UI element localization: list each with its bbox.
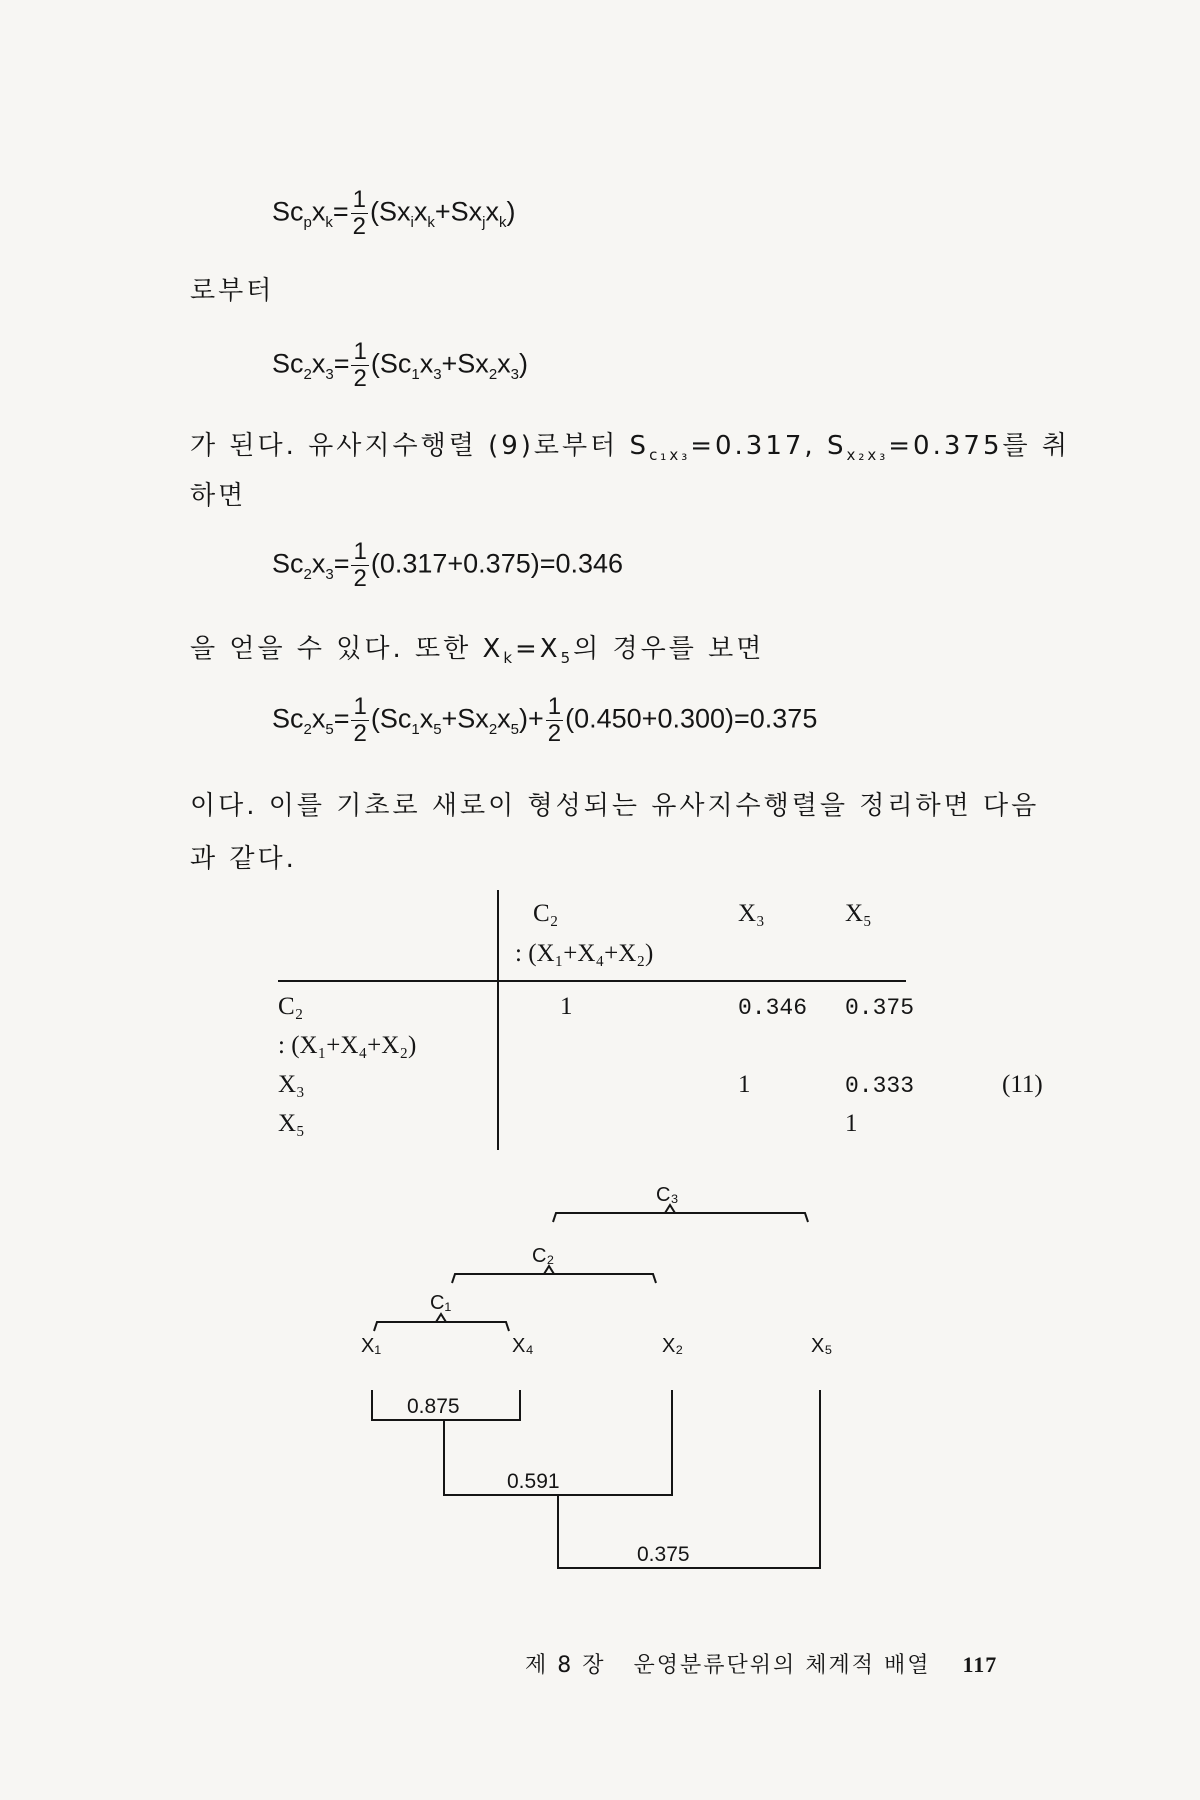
cluster-brace-c2 — [452, 1274, 656, 1283]
cluster-brace-c1 — [374, 1322, 509, 1331]
brace-peak — [544, 1266, 554, 1274]
matrix-row-header-c2-members: : (X₁+X₄+X₂) — [278, 1032, 417, 1059]
distance-label: 0.375 — [637, 1543, 690, 1566]
formula-3: $Sc_2x_3=$ $\frac{1}{2}$ (0.317+0.375)=0.346 — [272, 538, 624, 592]
formula-1: $Sc_px_k=$ $\frac{1}{2}$ $(Sx_ix_k+Sx_jx_k)$ — [272, 186, 516, 240]
leaf-label-x5: X₅ — [811, 1335, 833, 1357]
dendrogram-link-c3 — [558, 1390, 820, 1568]
cluster-label-c1: C₁ — [430, 1292, 452, 1314]
text-line: 가 된다. 유사지수행렬 (9)로부터 $S_{c_1x_3}=0.317$, $S_{x_2x_3}=0.375$를 취 — [190, 431, 1070, 465]
distance-label: 0.875 — [407, 1395, 460, 1418]
distance-label: 0.591 — [507, 1470, 560, 1493]
brace-peak — [436, 1314, 446, 1322]
matrix-cell: 0.333 — [845, 1073, 915, 1099]
formula-4: $Sc_2x_5=$ $\frac{1}{2}$ $(Sc_1x_5+Sx_2x_5)+$ $\frac{1}{2}$ (0.450+0.300)=0.375 — [272, 693, 818, 747]
fraction: $\frac{1}{2}$ — [353, 538, 367, 592]
text-line: 을 얻을 수 있다. 또한 $X_k=X_5$의 경우를 보면 — [190, 634, 765, 668]
fraction: $\frac{1}{2}$ — [353, 693, 367, 747]
cluster-label-c2: C₂ — [532, 1245, 555, 1267]
matrix-cell: 1 — [845, 1110, 858, 1137]
matrix-cell: 1 — [738, 1071, 751, 1098]
matrix-cell: 1 — [560, 993, 573, 1020]
leaf-label-x2: X₂ — [662, 1335, 684, 1357]
brace-peak — [665, 1205, 675, 1213]
matrix-row-header-x5: X₅ — [278, 1110, 305, 1137]
matrix-col-header-x5: X₅ — [845, 900, 872, 927]
fraction: $\frac{1}{2}$ — [547, 693, 562, 747]
chapter-number: 제 8 장 — [525, 1653, 606, 1678]
text-line: 로부터 — [190, 276, 275, 306]
matrix-row-header-x3: X₃ — [278, 1071, 305, 1098]
cluster-label-c3: C₃ — [656, 1184, 679, 1206]
formula-2: $Sc_2x_3=$ $\frac{1}{2}$ $(Sc_1x_3+Sx_2x_3)$ — [272, 338, 528, 392]
text-line: 과 같다. — [190, 844, 297, 874]
text-line: 이다. 이를 기초로 새로이 형성되는 유사지수행렬을 정리하면 다음 — [190, 791, 1040, 821]
matrix-cell: 0.346 — [738, 995, 808, 1021]
matrix-col-header-x3: X₃ — [738, 900, 765, 927]
leaf-label-x4: X₄ — [512, 1335, 534, 1357]
cluster-brace-c3 — [553, 1213, 808, 1222]
chapter-title: 운영분류단위의 체계적 배열 — [633, 1653, 931, 1678]
page-footer — [525, 1648, 997, 1679]
matrix-col-header-c2-members: : (X₁+X₄+X₂) — [515, 940, 654, 967]
matrix-cell: 0.375 — [845, 995, 915, 1021]
matrix-col-header-c2: C₂ — [533, 900, 559, 927]
fraction: $\frac{1}{2}$ — [352, 186, 366, 240]
fraction: $\frac{1}{2}$ — [353, 338, 367, 392]
text-line: 하면 — [190, 481, 247, 511]
matrix-row-header-c2: C₂ — [278, 993, 304, 1020]
equation-number: (11) — [1002, 1071, 1043, 1098]
leaf-label-x1: X₁ — [361, 1335, 382, 1357]
page-number: 117 — [962, 1652, 998, 1677]
